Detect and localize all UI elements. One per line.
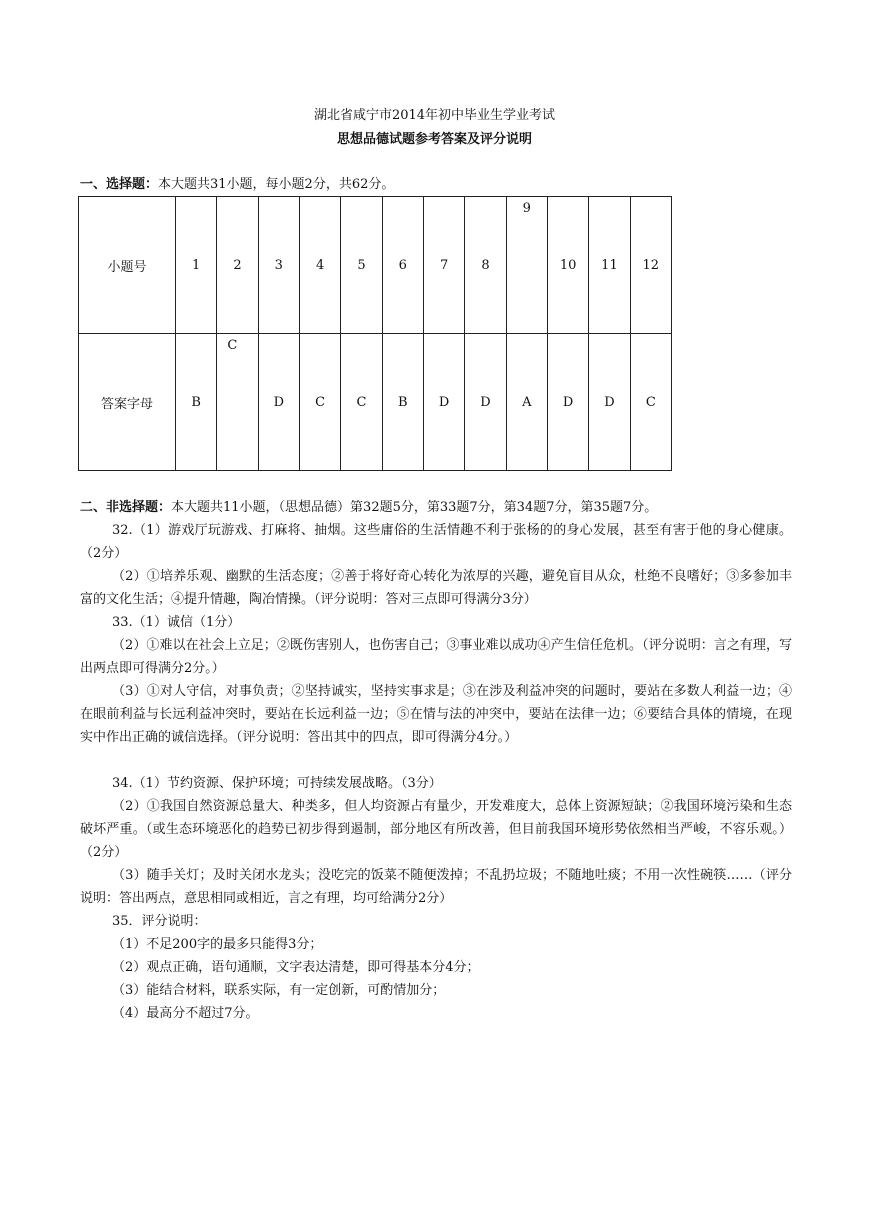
question-number: 4 xyxy=(299,197,340,334)
question-number: 1 xyxy=(176,197,217,334)
table-row-answers xyxy=(79,334,672,471)
answer-letter: B xyxy=(176,334,217,471)
question-number: 3 xyxy=(258,197,299,334)
question-number: 7 xyxy=(423,197,464,334)
document-title: 湖北省咸宁市2014年初中毕业生学业考试 xyxy=(313,108,556,123)
answer-letter: D xyxy=(465,334,506,471)
question-number: 11 xyxy=(589,197,630,334)
answer-letter: C xyxy=(299,334,340,471)
answer-letter: A xyxy=(506,334,547,471)
answer-paragraph: 32.（1）游戏厅玩游戏、打麻将、抽烟。这些庸俗的生活情趣不利于张杨的的身心发展，甚至有害于他的身心健康。（2分） xyxy=(80,523,792,561)
answer-paragraph: （3）随手关灯；及时关闭水龙头；没吃完的饭菜不随便泼掉；不乱扔垃圾；不随地吐痰；不用一次性碗筷……（评分说明：答出两点，意思相同或相近，言之有理，均可给满分2分） xyxy=(80,868,792,906)
question-number: 5 xyxy=(341,197,382,334)
criteria-item: （1）不足200字的最多只能得3分； xyxy=(112,937,323,952)
table-row-numbers xyxy=(79,197,672,334)
answer-paragraph: （2）①难以在社会上立足；②既伤害别人，也伤害自己；③事业难以成功④产生信任危机。（评分说明：言之有理，写出两点即可得满分2分。） xyxy=(80,638,792,676)
section-nonchoice-heading xyxy=(80,496,792,519)
section-nonchoice-lead: 二、非选择题： xyxy=(80,500,172,515)
answer-paragraph: 35．评分说明： xyxy=(112,914,207,929)
row-label-numbers: 小题号 xyxy=(79,197,176,334)
question-number: 8 xyxy=(465,197,506,334)
answer-letter-cell xyxy=(217,334,258,471)
question-number: 10 xyxy=(547,197,588,334)
answer-paragraph: （2）①培养乐观、幽默的生活态度；②善于将好奇心转化为浓厚的兴趣，避免盲目从众，杜绝不良嗜好；③多参加丰富的文化生活；④提升情趣，陶冶情操。（评分说明：答对三点即可得满分3分） xyxy=(80,569,792,607)
question-number: 9 xyxy=(522,201,531,216)
question-number: 6 xyxy=(382,197,423,334)
answer-paragraph: 33.（1）诚信（1分） xyxy=(112,615,241,630)
answer-letter: D xyxy=(589,334,630,471)
criteria-item: （2）观点正确，语句通顺，文字表达清楚，即可得基本分4分； xyxy=(112,960,480,975)
section-choice-lead: 一、选择题： xyxy=(80,177,159,192)
section-choice-desc: 本大题共31小题，每小题2分，共62分。 xyxy=(158,177,395,192)
answer-letter: D xyxy=(547,334,588,471)
document-subtitle: 思想品德试题参考答案及评分说明 xyxy=(336,132,532,147)
answer-letter: C xyxy=(227,338,238,353)
question-number-cell xyxy=(506,197,547,334)
answer-letter: D xyxy=(423,334,464,471)
answer-table xyxy=(78,196,672,471)
question-number: 2 xyxy=(217,197,258,334)
section-choice-heading xyxy=(80,176,394,194)
answer-letter: C xyxy=(341,334,382,471)
answer-letter: C xyxy=(630,334,671,471)
section-nonchoice-desc: 本大题共11小题，（思想品德）第32题5分，第33题7分，第34题7分，第35题7分。 xyxy=(171,500,658,515)
row-label-answers: 答案字母 xyxy=(79,334,176,471)
criteria-item: （3）能结合材料，联系实际，有一定创新，可酌情加分； xyxy=(112,983,446,998)
answer-letter: B xyxy=(382,334,423,471)
answer-letter: D xyxy=(258,334,299,471)
criteria-item: （4）最高分不超过7分。 xyxy=(112,1006,259,1021)
answer-paragraph: （3）①对人守信，对事负责；②坚持诚实，坚持实事求是；③在涉及利益冲突的问题时，要站在多数人利益一边；④在眼前利益与长远利益冲突时，要站在长远利益一边；⑤在情与法的冲突中，要站在法律一边；⑥要结合具体的情境，在现实中作出正确的诚信选择。（评分说明：答出其中的四点，即可得满分4分。） xyxy=(80,684,792,745)
answer-paragraph: 34.（1）节约资源、保护环境；可持续发展战略。（3分） xyxy=(112,776,442,791)
answer-paragraph: （2）①我国自然资源总量大、种类多，但人均资源占有量少，开发难度大，总体上资源短缺；②我国环境污染和生态破坏严重。（或生态环境恶化的趋势已初步得到遏制，部分地区有所改善，但目前我国环境形势依然相当严峻，不容乐观。）（2分） xyxy=(80,799,792,860)
question-number: 12 xyxy=(630,197,671,334)
